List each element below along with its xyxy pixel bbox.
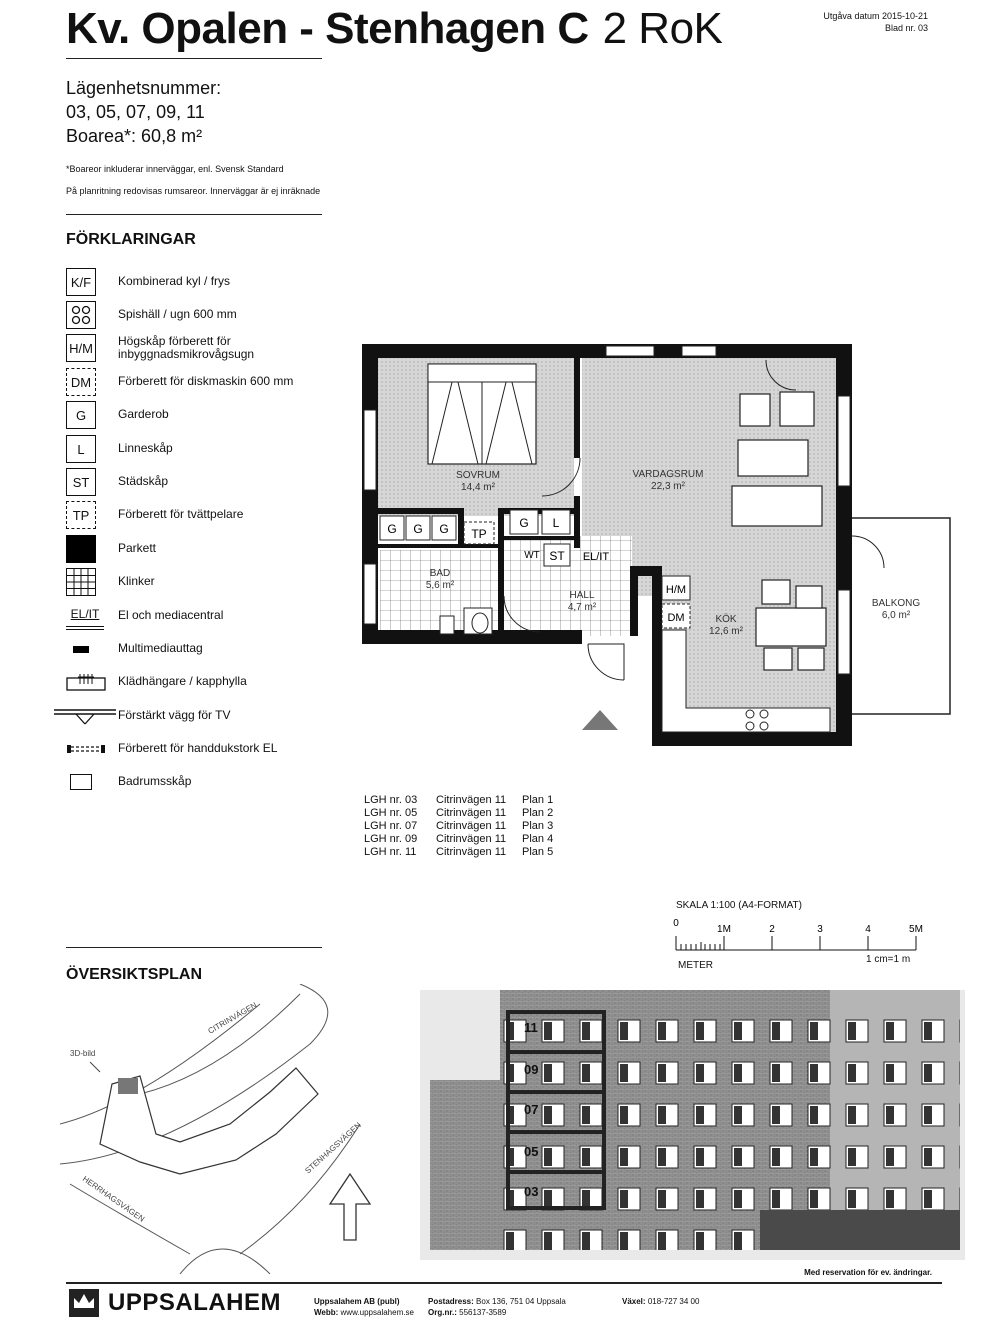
media-central-icon: EL/IT [66,602,104,630]
media-outlet-icon [66,635,96,663]
scale-tick-label: 1M [717,924,731,935]
facade-view [420,970,965,1260]
legend-item-stove [66,301,326,331]
fixture-label: L [552,516,560,530]
legend-label: Kombinerad kyl / frys [118,274,231,288]
floor-label: 09 [524,1062,539,1077]
legend-label: El och mediacentral [118,608,224,622]
legend-label: Linneskåp [118,441,173,455]
stove-icon [66,301,96,329]
company-full-name: Uppsalahem AB (publ) [314,1297,400,1306]
fridge-freezer-icon: K/F [66,268,96,296]
unit-row: LGH nr. 09 Citrinvägen 11 Plan 4 [364,833,554,845]
street-name: HERRHAGSVÄGEN [80,1174,147,1224]
floor-label: 07 [524,1102,539,1117]
legend-item-washer [66,501,326,531]
legend-label: Klädhängare / kapphylla [118,674,247,688]
fixture-label: ST [549,549,565,563]
view-marker [118,1078,138,1094]
apartment-info [66,76,221,148]
room-name: VARDAGSRUM [632,469,704,480]
scale-tick-label: 0 [673,918,679,929]
legend-label: Multimediauttag [118,641,203,655]
room-name: BAD [429,568,451,579]
room-area: 14,4 m² [461,482,495,493]
street-name: STENHAGSVÄGEN [303,1120,363,1176]
entrance-arrow-icon [582,710,618,730]
apartment-type: 2 RoK [602,4,723,53]
legend-label: Klinker [118,574,155,588]
floor-label: 11 [524,1020,538,1035]
unit-row: LGH nr. 05 Citrinvägen 11 Plan 2 [364,807,554,819]
overview-heading: ÖVERSIKTSPLAN [66,966,203,983]
scale-unit: METER [678,960,713,971]
footer-rule [66,1282,942,1284]
room-area: 22,3 m² [651,481,685,492]
fixture-label: G [439,522,449,536]
fixture-label: DM [667,612,685,624]
legend-item-dishwasher [66,368,326,398]
scale-tick-label: 5M [909,924,923,935]
fixture-label: WT [524,550,540,561]
legend-item-cabinet [66,768,326,798]
issue-info [823,10,928,34]
legend-item-tile [66,568,326,598]
street-name: CITRINVÄGEN [206,1000,259,1036]
issue-date: Utgåva datum 2015-10-21 [823,11,928,21]
legend-label: Högskåp förberett för inbyggnadsmikrovågsugn [118,334,255,361]
crown-icon [68,1288,100,1318]
postal-address: Box 136, 751 04 Uppsala [476,1297,566,1306]
apartment-numbers-label: Lägenhetsnummer: [66,78,222,98]
company-name: UPPSALAHEM [108,1289,282,1316]
legend-item-microwave [66,334,326,364]
legend-label: Förstärkt vägg för TV [118,708,231,722]
towel-rail-icon [66,735,106,763]
legend-label: Städskåp [118,474,169,488]
fixture-label: H/M [665,584,687,596]
room-area: 4,7 m² [567,602,597,613]
room-name: HALL [569,590,595,601]
legend-item-linen [66,435,326,465]
tile-swatch-icon [66,568,96,596]
fixture-label: EL/IT [582,551,610,563]
area-note: *Boareor inkluderar innerväggar, enl. Svensk Standard [66,164,284,174]
scale-ratio: 1 cm=1 m [866,954,911,965]
apartment-numbers: 03, 05, 07, 09, 11 [66,102,205,122]
title-text: Kv. Opalen - Stenhagen C [66,4,589,53]
scale-tick-label: 2 [769,924,775,935]
sheet-number: Blad nr. 03 [884,23,928,33]
unit-list [364,794,553,859]
floor-label: 05 [524,1144,539,1159]
hanger-icon [66,668,106,696]
view-label: 3D-bild [70,1049,96,1058]
footer-contact: Uppsalahem AB (publ) Postadress: Box 136, 751 04 Uppsala Växel: 018-727 34 00 Webb: www.uppsalahem.se Org.nr.: 556137-3589 [314,1297,700,1317]
legend-item-media-outlet [66,635,326,665]
north-arrow-icon [330,1174,370,1240]
dishwasher-icon: DM [66,368,96,396]
scale-bar [673,900,923,971]
linen-cabinet-icon: L [66,435,96,463]
fixture-label: G [413,522,423,536]
unit-row: LGH nr. 03 Citrinvägen 11 Plan 1 [364,794,554,806]
website-link[interactable]: www.uppsalahem.se [340,1308,414,1317]
legend-label: Badrumsskåp [118,774,192,788]
title-rule [66,58,322,59]
room-area: 5,6 m² [425,580,455,591]
reservation-note: Med reservation för ev. ändringar. [804,1268,932,1277]
room-name: SOVRUM [456,470,500,481]
room-area: 6,0 m² [881,610,911,621]
org-number: 556137-3589 [459,1308,507,1317]
company-logo [68,1288,281,1318]
scale-tick-label: 3 [817,924,823,935]
parquet-swatch-icon [66,535,96,563]
microwave-cabinet-icon: H/M [66,334,96,362]
room-name: BALKONG [871,598,921,609]
legend-item-wardrobe [66,401,326,431]
plan-note: På planritning redovisas rumsareor. Innerväggar är ej inräknade [66,186,321,196]
overview-map [60,984,400,1274]
legend-item-cleaning [66,468,326,498]
floor-plan [360,340,960,750]
legend-label: Förberett för handdukstork EL [118,741,278,755]
legend-item-fridge [66,268,326,298]
unit-row: LGH nr. 07 Citrinvägen 11 Plan 3 [364,820,554,832]
fixture-label: G [519,516,529,530]
legend-item-parquet [66,535,326,565]
overview-rule [66,947,322,948]
legend-label: Garderob [118,407,169,421]
apartment-area: Boarea*: 60,8 m² [66,126,203,146]
phone-number: 018-727 34 00 [647,1297,700,1306]
fixture-label: TP [471,527,487,541]
legend-label: Spishäll / ugn 600 mm [118,307,237,321]
floor-label: 03 [524,1184,539,1199]
fixture-label: G [387,522,397,536]
room-name: KÖK [715,614,737,625]
washer-tower-icon: TP [66,501,96,529]
cleaning-cabinet-icon: ST [66,468,96,496]
scale-tick-label: 4 [865,924,871,935]
legend-label: Förberett för tvättpelare [118,507,244,521]
info-rule [66,214,322,215]
legend-item-hanger [66,668,326,698]
tv-wall-icon [54,702,116,730]
legend-heading: FÖRKLARINGAR [66,231,196,248]
bathroom-cabinet-icon [66,768,96,796]
legend-item-towel-rail [66,735,326,765]
legend-label: Förberett för diskmaskin 600 mm [118,374,294,388]
legend-item-tv-wall [66,702,326,732]
scale-title: SKALA 1:100 (A4-FORMAT) [676,900,802,911]
unit-row: LGH nr. 11 Citrinvägen 11 Plan 5 [364,846,554,858]
legend-item-media-central [66,602,326,632]
page-title [66,4,722,54]
legend-label: Parkett [118,541,157,555]
room-area: 12,6 m² [709,626,743,637]
wardrobe-icon: G [66,401,96,429]
